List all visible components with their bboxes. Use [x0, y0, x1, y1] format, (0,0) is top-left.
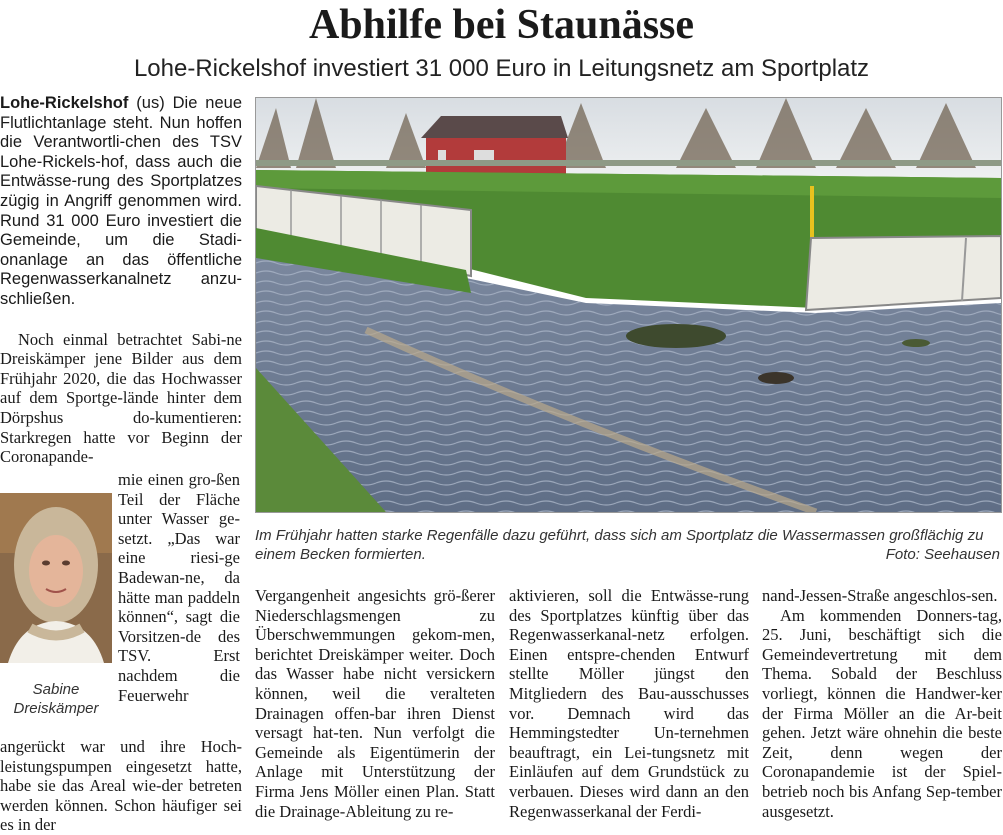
photo-caption: [255, 526, 1000, 564]
photo-credit: Foto: Seehausen: [885, 546, 1000, 563]
column-1-float-text: [118, 470, 240, 705]
portrait-caption: Sabine Dreiskämper: [13, 681, 99, 717]
byline: (us): [136, 94, 165, 112]
column-2-text: Vergangenheit angesichts grö-ßerer Niederschlagsmengen zu Überschwemmungen gekom-men, berichtet Dreiskämper weiter. Doch das Wasser habe nicht versickern können, weil die veralteten Drainagen offen-bar ihren Dienst versagt hat-ten. Nun verfolgt die Gemeinde als Eigentümerin der Anlage mit Unterstützung der Firma Jens Möller einen Plan. Statt die Drainage-Ableitung zu re-: [255, 586, 495, 821]
flooded-field-photo: [255, 97, 1002, 513]
column-4: [762, 586, 1002, 821]
column-3: [509, 586, 749, 821]
subheadline: Lohe-Rickelshof investiert 31 000 Euro in Leitungsnetz am Sportplatz: [133, 55, 870, 82]
lead-text: Die neue Flutlichtanlage steht. Nun hoffen die Verantwortli-chen des TSV Lohe-Rickels-hof, dass auch die Entwässe-rung des Sportplatzes zügig in Angriff genommen wird. Rund 31 000 Euro investiert die Gemeinde, um die Stadi-onanlage an das öffentliche Regenwasserkanalnetz anzu-schließen.: [0, 94, 242, 308]
column-3-text: aktivieren, soll die Entwässe-rung des Sportplatzes künftig über das Regenwasserkanal-netz erfolgen. Einen entspre-chenden Entwurf stellte Möller jüngst den Mitgliedern des Bau-ausschusses vor. Demnach wird das Hemmingstedter Un-ternehmen beauftragt, ein Lei-tungsnetz mit Einläufen auf dem Grundstück zu verbauen. Dieses wird dann an den Regenwasserkanal der Ferdi-: [509, 586, 749, 821]
paragraph-2-top: Noch einmal betrachtet Sabi-ne Dreiskämper jene Bilder aus dem Frühjahr 2020, die das Hochwasser auf dem Sportge-lände hinter dem Dörpshus do-kumentieren: Starkregen hatte vor Beginn der Coronapande-: [0, 329, 242, 467]
caption-text: Im Frühjahr hatten starke Regenfälle dazu geführt, dass sich am Sportplatz die Wassermassen großflächig zu einem Becken formierten.: [255, 527, 984, 563]
portrait-photo: [0, 493, 112, 663]
column-1-bottom: [0, 737, 242, 835]
float-paragraph: mie einen gro-ßen Teil der Fläche unter Wasser ge-setzt. „Das war eine riesi-ge Badewan-ne, da hätte man paddeln können“, sagt die Vorsitzen-de des TSV. Erst nachdem die Feuerwehr: [118, 470, 240, 705]
column-2: [255, 586, 495, 821]
column-4-paragraph-1: nand-Jessen-Straße angeschlos-sen.: [762, 586, 998, 605]
column-4-paragraph-2: Am kommenden Donners-tag, 25. Juni, beschäftigt sich die Gemeindevertretung mit dem Thema. Sobald der Beschluss vorliegt, können die Handwer-ker der Firma Möller an die Ar-beit gehen. Jetzt wäre ohnehin die beste Zeit, denn wegen der Coronapandemie ist der Spiel-betrieb noch bis Anfang Sep-tember ausgesetzt.: [762, 605, 1002, 821]
headline: Abhilfe bei Staunässe: [308, 2, 695, 48]
lead-paragraph: [0, 94, 242, 310]
paragraph-2-bottom: angerückt war und ihre Hoch-leistungspumpen eingesetzt hatte, habe sie das Areal wie-der betreten werden können. Schon häufiger sei es in der: [0, 737, 242, 835]
column-1: [0, 94, 242, 467]
dateline: Lohe-Rickelshof: [0, 94, 129, 112]
